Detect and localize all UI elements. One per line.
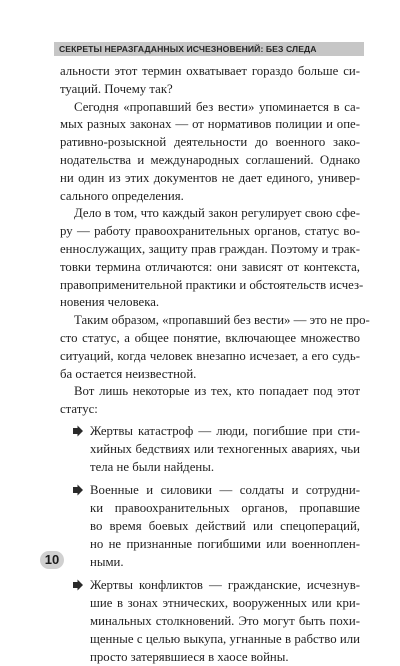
paragraph bbox=[60, 63, 360, 99]
text-line: ки правоохранительных органов, пропавшие bbox=[90, 500, 360, 518]
text-line: альности этот термин охватывает гораздо больше си- bbox=[60, 63, 360, 81]
text-line: щенные с целью выкупа, угнанные в рабство или bbox=[90, 631, 360, 649]
text-line: Вот лишь некоторые из тех, кто попадает под этот bbox=[60, 383, 360, 401]
text-line: Таким образом, «пропавший без вести» — это не про- bbox=[60, 312, 360, 330]
text-line: Дело в том, что каждый закон регулирует свою сфе- bbox=[60, 205, 360, 223]
text-line: статус: bbox=[60, 401, 360, 419]
bullet-item bbox=[60, 423, 360, 476]
paragraph bbox=[60, 312, 360, 383]
arrow-right-icon bbox=[72, 578, 84, 592]
text-line: еннослужащих, защиту прав граждан. Поэтому и трак- bbox=[60, 241, 360, 259]
text-line: ру — работу правоохранительных органов, статус во- bbox=[60, 223, 360, 241]
text-line: но не признанные погибшими или военноплен- bbox=[90, 536, 360, 554]
text-line: туаций. Почему так? bbox=[60, 81, 360, 99]
text-line: правоприменительной практики и обстоятельств исчез- bbox=[60, 277, 360, 295]
text-line: мых разных законах — от нормативов полиции и опе- bbox=[60, 116, 360, 134]
page-number: 10 bbox=[40, 551, 64, 569]
text-line: ба остается неизвестной. bbox=[60, 366, 360, 384]
paragraph bbox=[60, 205, 360, 312]
text-line: минальных столкновений. Это могут быть похи- bbox=[90, 613, 360, 631]
text-line: Сегодня «пропавший без вести» упоминается в са- bbox=[60, 99, 360, 117]
text-line: ными. bbox=[90, 554, 360, 572]
running-header bbox=[54, 42, 364, 56]
text-line: нодательства и международных соглашений. Однако bbox=[60, 152, 360, 170]
text-line: Жертвы катастроф — люди, погибшие при сти- bbox=[90, 423, 360, 441]
text-line: просто затерявшиеся в хаосе войны. bbox=[90, 649, 360, 666]
text-line: во время боевых действий или спецопераций, bbox=[90, 518, 360, 536]
text-line: ни один из этих документов не дает единого, универ- bbox=[60, 170, 360, 188]
arrow-right-icon bbox=[72, 424, 84, 438]
page-body bbox=[60, 63, 360, 666]
text-line: шие в зонах этнических, вооруженных или кри- bbox=[90, 595, 360, 613]
text-line: сто статус, а общее понятие, включающее множество bbox=[60, 330, 360, 348]
bullet-item bbox=[60, 482, 360, 571]
arrow-right-icon bbox=[72, 483, 84, 497]
running-header-title: СЕКРЕТЫ НЕРАЗГАДАННЫХ ИСЧЕЗНОВЕНИЙ: БЕЗ СЛЕДА bbox=[59, 43, 317, 55]
text-line: ративно-розыскной деятельности до военного зако- bbox=[60, 134, 360, 152]
text-line: товки термина отличаются: они зависят от контекста, bbox=[60, 259, 360, 277]
paragraph bbox=[60, 99, 360, 206]
text-line: хийных бедствиях или техногенных авариях, чьи bbox=[90, 441, 360, 459]
text-line: сального определения. bbox=[60, 188, 360, 206]
paragraph bbox=[60, 383, 360, 419]
text-line: тела не были найдены. bbox=[90, 459, 360, 477]
text-line: Военные и силовики — солдаты и сотрудни- bbox=[90, 482, 360, 500]
text-line: новения человека. bbox=[60, 294, 360, 312]
text-line: Жертвы конфликтов — гражданские, исчезнув- bbox=[90, 577, 360, 595]
text-line: ситуаций, когда человек внезапно исчезает, а его судь- bbox=[60, 348, 360, 366]
